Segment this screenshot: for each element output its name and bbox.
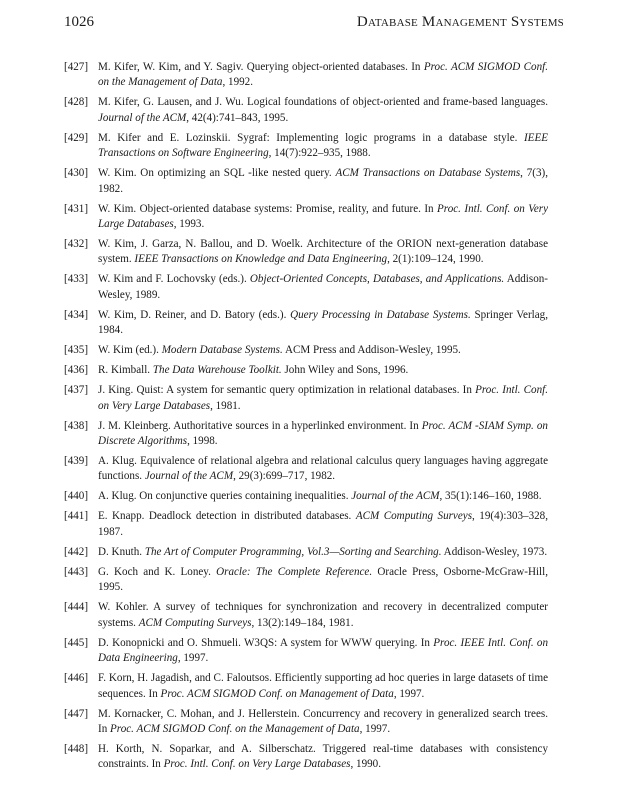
reference-number: [444]	[64, 601, 89, 614]
reference-entry	[64, 383, 548, 414]
reference-text	[98, 344, 461, 356]
reference-text	[98, 61, 548, 88]
reference-number: [431]	[64, 202, 89, 215]
reference-venue-italic: ACM Computing Surveys	[138, 616, 252, 629]
reference-number: [446]	[64, 672, 89, 685]
reference-text-segment: J. King. Quist: A system for semantic query optimization in relational databases. In	[98, 384, 476, 397]
reference-text-segment: W. Kim, J. Garza, N. Ballou, and D. Woelk. Architecture of the ORION next-generation database system.	[98, 238, 548, 266]
reference-text-segment: E. Knapp. Deadlock detection in distributed databases.	[98, 510, 356, 523]
reference-venue-italic: ACM Transactions on Database Systems	[335, 167, 521, 180]
reference-text-segment: M. Kifer, W. Kim, and Y. Sagiv. Querying object-oriented databases. In	[98, 61, 424, 73]
reference-text	[98, 420, 548, 447]
reference-text	[98, 601, 548, 628]
reference-number: [427]	[64, 61, 89, 73]
reference-text	[98, 708, 548, 735]
reference-venue-italic: Proc. Intl. Conf. on Very Large Databases	[98, 384, 548, 412]
reference-text-segment: W. Kim. Object-oriented database systems: Promise, reality, and future. In	[98, 202, 438, 215]
reference-entry	[64, 600, 548, 631]
reference-number: [430]	[64, 167, 89, 180]
reference-text-segment: D. Knuth.	[98, 545, 145, 558]
reference-number: [434]	[64, 308, 89, 321]
reference-text	[98, 455, 548, 482]
reference-number: [436]	[64, 364, 89, 377]
reference-entry	[64, 671, 548, 702]
reference-number: [438]	[64, 419, 89, 432]
reference-number: [435]	[64, 344, 89, 357]
reference-entry	[64, 565, 548, 596]
reference-entry	[64, 707, 548, 738]
reference-venue-italic: The Art of Computer Programming, Vol.3—Sorting and Searching.	[144, 545, 442, 558]
reference-number: [443]	[64, 565, 89, 578]
reference-number: [432]	[64, 238, 89, 251]
reference-text	[98, 203, 548, 230]
reference-text-segment: M. Kornacker, C. Mohan, and J. Hellerstein. Concurrency and recovery in generalized search trees. In	[98, 707, 548, 735]
reference-text-segment: , 29(3):699–717, 1982.	[233, 470, 336, 483]
reference-venue-italic: Proc. ACM SIGMOD Conf. on the Management of Data	[110, 722, 360, 735]
reference-entry	[64, 272, 548, 303]
reference-text	[98, 309, 548, 336]
reference-entry	[64, 60, 548, 91]
reference-venue-italic: Modern Database Systems.	[161, 344, 283, 357]
reference-text-segment: Springer Verlag, 1984.	[98, 308, 548, 337]
reference-text-segment: M. Kifer and E. Lozinskii. Sygraf: Implementing logic programs in a database style.	[98, 131, 524, 144]
reference-entry	[64, 454, 548, 485]
reference-text	[98, 566, 548, 593]
reference-text	[98, 384, 548, 411]
reference-number: [441]	[64, 510, 89, 523]
reference-number: [440]	[64, 490, 89, 503]
reference-venue-italic: Journal of the ACM	[98, 111, 187, 124]
reference-text-segment: , 1998.	[187, 435, 218, 448]
reference-text-segment: John Wiley and Sons, 1996.	[281, 364, 409, 377]
reference-text	[98, 364, 408, 376]
reference-venue-italic: Proc. ACM SIGMOD Conf. on Management of Data	[160, 687, 394, 700]
reference-text-segment: , 1997.	[393, 687, 425, 700]
reference-text-segment: , 1997.	[177, 652, 209, 665]
reference-venue-italic: IEEE Transactions on Software Engineering	[98, 131, 548, 160]
reference-text-segment: R. Kimball.	[98, 364, 153, 377]
reference-text	[98, 743, 548, 770]
reference-text-segment: , 13(2):149–184, 1981.	[251, 616, 354, 629]
reference-venue-italic: Journal of the ACM	[351, 490, 440, 503]
reference-venue-italic: Object-Oriented Concepts, Databases, and Applications.	[249, 273, 505, 286]
reference-text	[98, 546, 547, 558]
reference-text-segment: , 1993.	[173, 218, 205, 231]
reference-text	[98, 238, 548, 265]
reference-entry	[64, 509, 548, 540]
reference-entry	[64, 237, 548, 268]
reference-venue-italic: Proc. Intl. Conf. on Very Large Databases	[163, 758, 351, 771]
reference-text-segment: Addison-Wesley, 1989.	[98, 273, 548, 301]
reference-text-segment: , 2(1):109–124, 1990.	[387, 253, 484, 266]
reference-number: [448]	[64, 742, 89, 755]
reference-text-segment: J. M. Kleinberg. Authoritative sources in a hyperlinked environment. In	[98, 419, 422, 432]
reference-number: [433]	[64, 273, 89, 286]
reference-text	[98, 167, 548, 194]
reference-text-segment: M. Kifer, G. Lausen, and J. Wu. Logical foundations of object-oriented and frame-based languages.	[98, 96, 548, 109]
reference-text-segment: W. Kohler. A survey of techniques for synchronization and recovery in decentralized computer systems.	[98, 601, 548, 629]
reference-text-segment: , 14(7):922–935, 1988.	[268, 147, 371, 160]
reference-entry	[64, 636, 548, 667]
reference-entry	[64, 545, 548, 560]
reference-text-segment: D. Konopnicki and O. Shmueli. W3QS: A system for WWW querying. In	[98, 636, 434, 649]
reference-entry	[64, 308, 548, 339]
reference-text	[98, 637, 548, 664]
reference-text	[98, 490, 541, 502]
reference-text-segment: W. Kim. On optimizing an SQL -like nested query.	[98, 167, 336, 180]
page-header	[64, 14, 564, 34]
reference-venue-italic: Oracle: The Complete Reference.	[216, 565, 373, 578]
reference-entry	[64, 131, 548, 162]
reference-text-segment: W. Kim, D. Reiner, and D. Batory (eds.).	[98, 308, 291, 321]
reference-text-segment: F. Korn, H. Jagadish, and C. Faloutsos. Efficiently supporting ad hoc queries in large datasets of time sequences. In	[98, 672, 548, 700]
reference-entry	[64, 419, 548, 450]
reference-text-segment: W. Kim and F. Lochovsky (eds.).	[98, 273, 250, 286]
reference-number: [439]	[64, 455, 89, 468]
reference-text-segment: , 7(3), 1982.	[98, 167, 548, 195]
reference-text-segment: , 19(4):303–328, 1987.	[98, 510, 549, 538]
reference-venue-italic: Proc. ACM SIGMOD Conf. on the Management of Data	[98, 61, 548, 89]
reference-list	[64, 60, 548, 777]
reference-text	[98, 510, 548, 537]
reference-text-segment: Addison-Wesley, 1973.	[441, 545, 548, 558]
reference-text	[98, 96, 548, 123]
reference-venue-italic: Proc. IEEE Intl. Conf. on Data Engineering	[98, 636, 548, 665]
reference-venue-italic: IEEE Transactions on Knowledge and Data Engineering	[134, 253, 388, 266]
reference-entry	[64, 95, 548, 126]
reference-text	[98, 672, 548, 699]
reference-number: [447]	[64, 707, 89, 720]
reference-venue-italic: The Data Warehouse Toolkit.	[152, 364, 282, 377]
reference-entry	[64, 742, 548, 773]
reference-entry	[64, 343, 548, 358]
reference-entry	[64, 489, 548, 504]
reference-text-segment: , 1992.	[222, 76, 253, 89]
reference-text-segment: W. Kim (ed.).	[98, 344, 162, 357]
reference-number: [429]	[64, 131, 89, 144]
running-title: Database Management Systems	[356, 14, 564, 30]
reference-text	[98, 273, 548, 300]
reference-text-segment: ACM Press and Addison-Wesley, 1995.	[282, 344, 461, 357]
reference-entry	[64, 166, 548, 197]
reference-text-segment: A. Klug. On conjunctive queries containing inequalities.	[98, 490, 352, 503]
reference-venue-italic: Proc. Intl. Conf. on Very Large Databases	[98, 202, 548, 231]
reference-text-segment: , 42(4):741–843, 1995.	[186, 111, 289, 124]
reference-number: [428]	[64, 96, 89, 109]
reference-entry	[64, 363, 548, 378]
reference-venue-italic: Proc. ACM -SIAM Symp. on Discrete Algorithms	[98, 419, 548, 448]
reference-text-segment: H. Korth, N. Soparkar, and A. Silberschatz. Triggered real-time databases with consistency constraints. In	[98, 742, 548, 771]
reference-text	[98, 132, 548, 159]
reference-text-segment: Oracle Press, Osborne-McGraw-Hill, 1995.	[98, 565, 548, 594]
reference-venue-italic: Journal of the ACM	[144, 470, 234, 483]
page-number: 1026	[64, 14, 94, 30]
reference-number: [445]	[64, 636, 89, 649]
reference-number: [442]	[64, 545, 89, 558]
reference-venue-italic: ACM Computing Surveys	[355, 510, 473, 523]
reference-text-segment: G. Koch and K. Loney.	[98, 565, 217, 578]
reference-venue-italic: Query Processing in Database Systems.	[290, 308, 471, 321]
reference-number: [437]	[64, 384, 89, 397]
reference-text-segment: , 1997.	[359, 722, 391, 735]
reference-text-segment: , 1981.	[210, 399, 241, 412]
reference-text-segment: A. Klug. Equivalence of relational algebra and relational calculus query languages having aggregate functions.	[98, 455, 548, 483]
reference-entry	[64, 202, 548, 233]
reference-text-segment: , 1990.	[350, 758, 381, 771]
reference-text-segment: , 35(1):146–160, 1988.	[439, 490, 542, 503]
